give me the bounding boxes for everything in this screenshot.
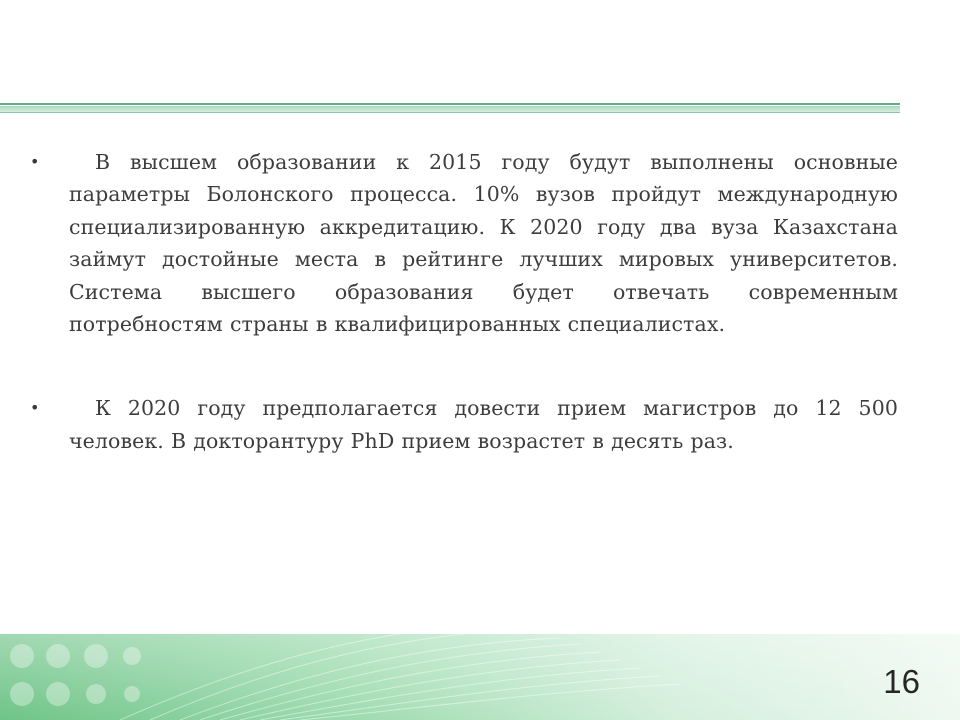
header-rule-line-bottom (0, 112, 900, 113)
footer-decoration (0, 634, 960, 720)
page-number: 16 (883, 663, 920, 700)
bullet-text: К 2020 году предполагается довести прием магистров до 12 500 человек. В докторантуру PhD прием возрастет в десять раз. (69, 396, 898, 453)
footer-wave-icon (0, 634, 960, 720)
bullet-text: В высшем образовании к 2015 году будут выполнены основные параметры Болонского процесса. 10% вузов пройдут международную специализированную аккредитацию. К 2020 году два вуза Казахстана займут достойные места в рейтинге лучших мировых университетов. Система высшего образования будет отвечать современным потребностям страны в квалифицированных специалистах. (69, 150, 898, 337)
header-rule (0, 100, 900, 116)
bullet-marker: • (30, 398, 40, 418)
header-rule-line-top (0, 103, 900, 105)
bullet-item-masters-admission (30, 392, 898, 457)
slide-body (30, 146, 898, 509)
bullet-marker: • (30, 152, 40, 171)
bullet-item-higher-education (30, 146, 898, 340)
